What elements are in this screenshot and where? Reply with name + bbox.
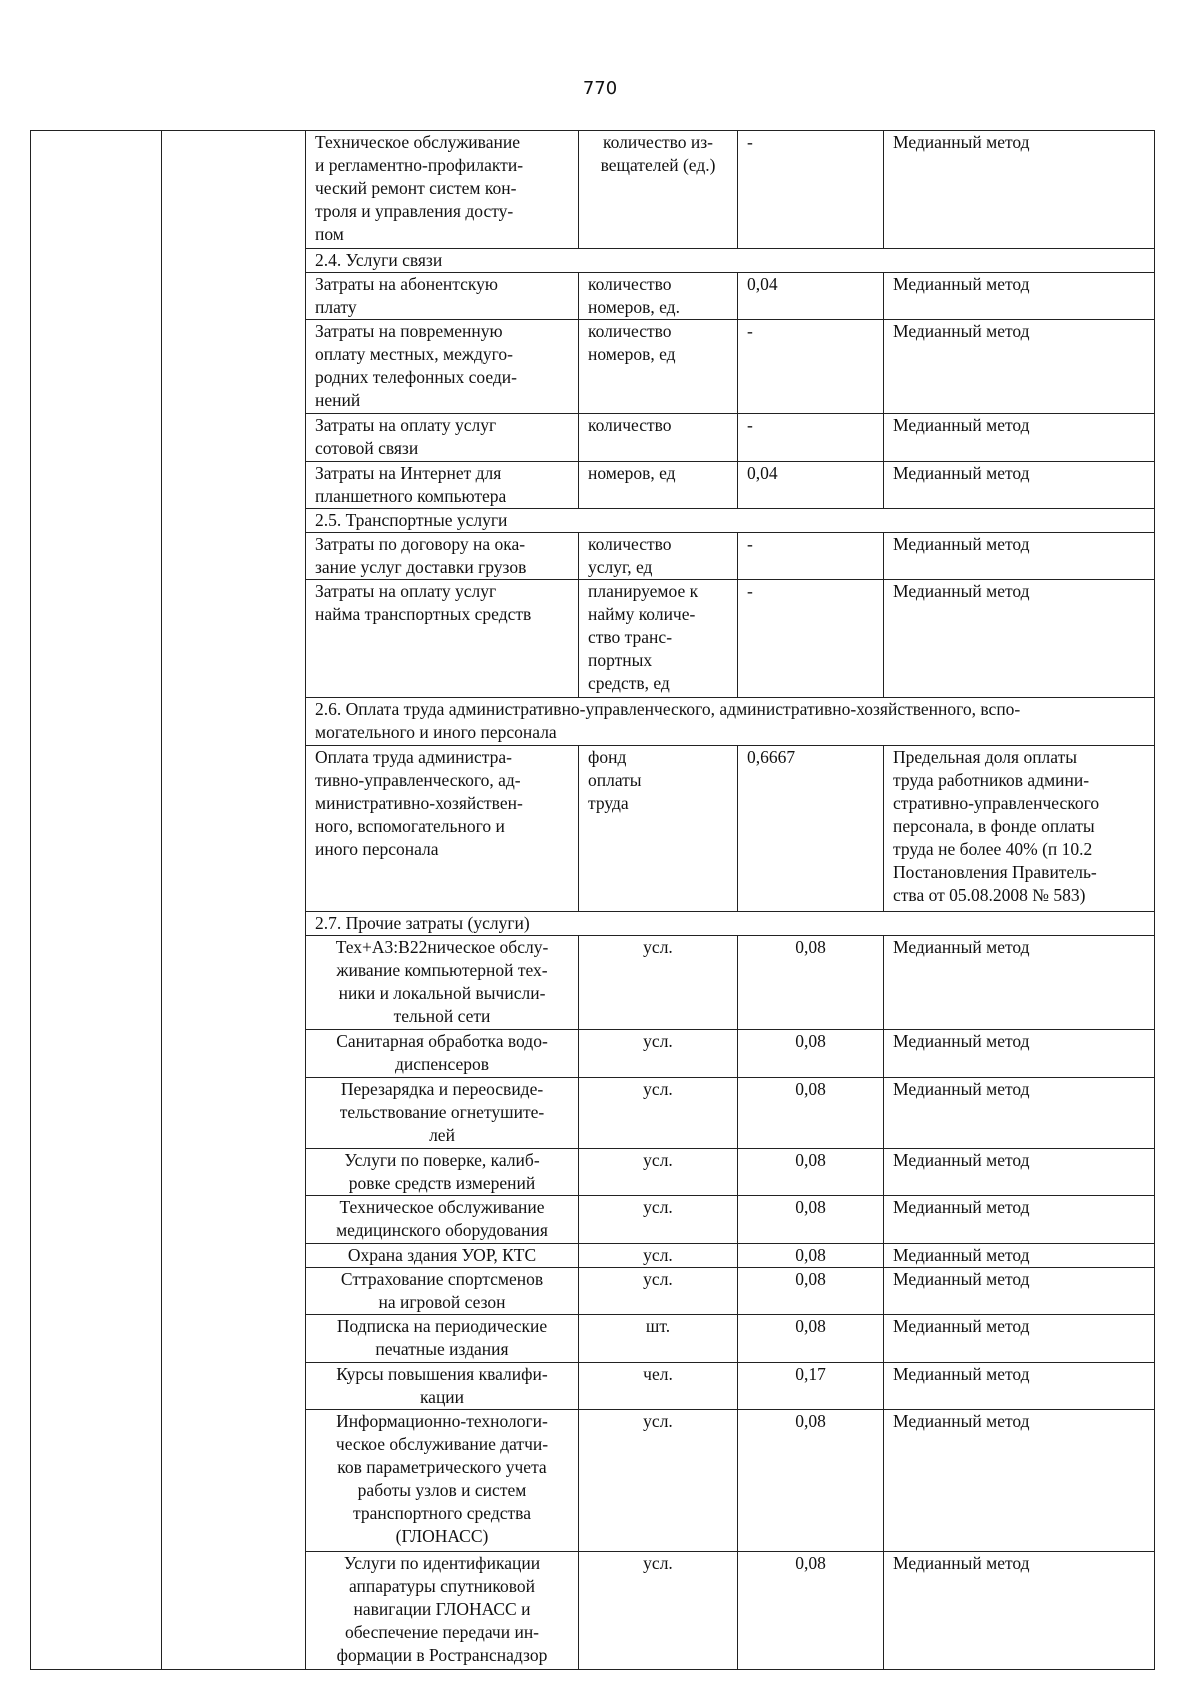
cost-item-name: Санитарная обработка водо- диспенсеров [306,1030,579,1078]
cost-item-name: Охрана здания УОР, КТС [306,1244,579,1268]
cost-item-name: Перезарядка и переосвиде- тельствование огнетушите- лей [306,1078,579,1149]
cost-item-value: 0,08 [738,1244,884,1268]
cost-item-method: Медианный метод [884,1149,1155,1196]
cost-item-unit: усл. [579,1149,738,1196]
cost-item-unit: усл. [579,1410,738,1552]
cost-item-unit: планируемое к найму количе- ство транс- портных средств, ед [579,580,738,698]
cost-item-value: 0,04 [738,273,884,320]
cost-item-method: Медианный метод [884,580,1155,698]
cost-item-name: Сттрахование спортсменов на игровой сезон [306,1268,579,1315]
cost-item-value: 0,08 [738,1030,884,1078]
cost-item-value: 0,17 [738,1363,884,1410]
cost-item-method: Медианный метод [884,1244,1155,1268]
cost-item-unit: усл. [579,1244,738,1268]
cost-item-unit: фонд оплаты труда [579,746,738,912]
cost-item-method: Медианный метод [884,1363,1155,1410]
cost-item-unit: усл. [579,1078,738,1149]
page-number: 770 [582,78,618,99]
blank-column-1 [31,131,162,1670]
cost-item-value: - [738,414,884,462]
cost-item-name: Затраты на абонентскую плату [306,273,579,320]
cost-item-method: Медианный метод [884,1410,1155,1552]
cost-item-unit: количество услуг, ед [579,533,738,580]
cost-item-name: Подписка на периодические печатные издания [306,1315,579,1363]
cost-item-name: Затраты на Интернет для планшетного компьютера [306,462,579,509]
cost-item-value: 0,08 [738,1410,884,1552]
cost-item-method: Медианный метод [884,1196,1155,1244]
cost-item-value: 0,08 [738,936,884,1030]
section-title-2-5: 2.5. Транспортные услуги [306,509,1155,533]
cost-item-value: 0,08 [738,1315,884,1363]
cost-item-method: Предельная доля оплаты труда работников админи- стративно-управленческого персонала, в фонде оплаты труда не более 40% (п 10.2 Постановления Правитель- ства от 05.08.2008 № 583) [884,746,1155,912]
cost-item-unit: усл. [579,1268,738,1315]
cost-item-method: Медианный метод [884,414,1155,462]
cost-item-value: 0,04 [738,462,884,509]
cost-item-name: Услуги по идентификации аппаратуры спутниковой навигации ГЛОНАСС и обеспечение передачи ин- формации в Ространснадзор [306,1552,579,1670]
cost-item-method: Медианный метод [884,273,1155,320]
cost-item-value: 0,08 [738,1552,884,1670]
cost-item-unit: количество номеров, ед. [579,273,738,320]
cost-item-unit: усл. [579,1196,738,1244]
cost-item-method: Медианный метод [884,533,1155,580]
cost-item-name: Услуги по поверке, калиб- ровке средств измерений [306,1149,579,1196]
cost-item-value: 0,08 [738,1078,884,1149]
cost-item-value: 0,6667 [738,746,884,912]
cost-item-unit: номеров, ед [579,462,738,509]
table-row [31,131,1155,249]
cost-item-value: - [738,580,884,698]
cost-item-name: Затраты на оплату услуг найма транспортных средств [306,580,579,698]
cost-item-value: - [738,131,884,249]
cost-item-method: Медианный метод [884,936,1155,1030]
cost-item-value: 0,08 [738,1268,884,1315]
cost-item-unit: усл. [579,1552,738,1670]
cost-item-method: Медианный метод [884,320,1155,414]
cost-item-method: Медианный метод [884,1030,1155,1078]
cost-item-method: Медианный метод [884,131,1155,249]
cost-item-value: 0,08 [738,1196,884,1244]
cost-item-name: Затраты по договору на ока- зание услуг доставки грузов [306,533,579,580]
section-title-2-4: 2.4. Услуги связи [306,249,1155,273]
cost-item-name: Затраты на повременную оплату местных, междуго- родних телефонных соеди- нений [306,320,579,414]
cost-item-unit: количество [579,414,738,462]
blank-column-2 [162,131,306,1670]
cost-item-name: Курсы повышения квалифи- кации [306,1363,579,1410]
cost-item-name: Оплата труда администра- тивно-управленческого, ад- министративно-хозяйствен- ного, вспомогательного и иного персонала [306,746,579,912]
cost-item-method: Медианный метод [884,1552,1155,1670]
cost-item-unit: чел. [579,1363,738,1410]
cost-item-method: Медианный метод [884,462,1155,509]
cost-item-unit: шт. [579,1315,738,1363]
section-title-2-6: 2.6. Оплата труда административно-управленческого, административно-хозяйственного, вспо- могательного и иного персонала [306,698,1155,746]
cost-item-name: Техническое обслуживание медицинского оборудования [306,1196,579,1244]
cost-item-unit: количество номеров, ед [579,320,738,414]
section-title-2-7: 2.7. Прочие затраты (услуги) [306,912,1155,936]
cost-item-value: 0,08 [738,1149,884,1196]
cost-item-name: Техническое обслуживание и регламентно-профилакти- ческий ремонт систем кон- троля и управления досту- пом [306,131,579,249]
cost-norms-table [30,130,1155,1670]
cost-item-name: Тех+А3:В22ническое обслу- живание компьютерной тех- ники и локальной вычисли- тельной сети [306,936,579,1030]
cost-item-value: - [738,320,884,414]
cost-item-unit: количество из- вещателей (ед.) [579,131,738,249]
cost-item-unit: усл. [579,936,738,1030]
cost-item-method: Медианный метод [884,1078,1155,1149]
cost-item-unit: усл. [579,1030,738,1078]
cost-item-value: - [738,533,884,580]
cost-item-name: Затраты на оплату услуг сотовой связи [306,414,579,462]
cost-item-method: Медианный метод [884,1315,1155,1363]
cost-item-name: Информационно-технологи- ческое обслуживание датчи- ков параметрического учета работы узлов и систем транспортного средства (ГЛОНАСС) [306,1410,579,1552]
cost-item-method: Медианный метод [884,1268,1155,1315]
